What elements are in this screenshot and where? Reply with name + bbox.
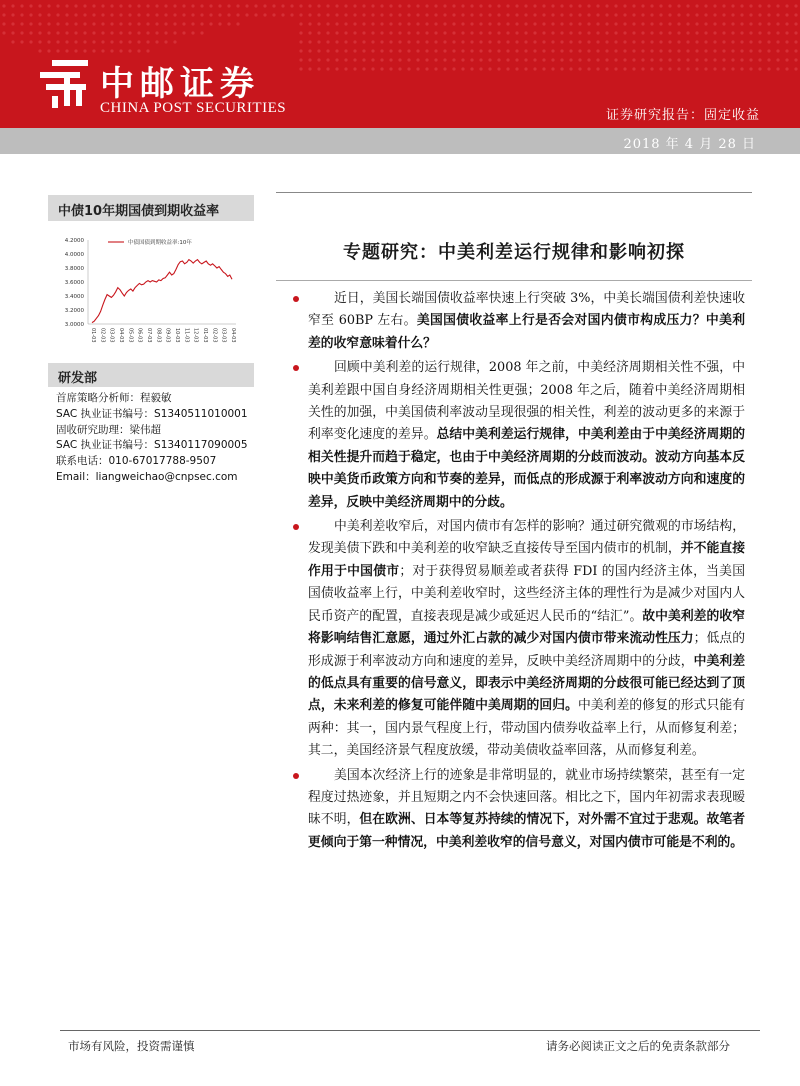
x-tick-label: 10-03: [174, 328, 180, 343]
footer-divider: [60, 1030, 760, 1031]
x-tick-label: 12-03: [192, 328, 199, 343]
divider: [276, 192, 752, 193]
report-type: 证券研究报告：固定收益: [605, 108, 760, 123]
contact-line: 固收研究助理：梁伟超: [56, 423, 161, 436]
paragraph-1: 近日，美国长端国债收益率快速上行突破 3%，中美长端国债利差快速收窄至 60BP 左右。美国国债收益率上行是否会对国内债市构成压力？中美利差的收窄意味着什么？: [308, 288, 745, 355]
bullet-icon: [293, 524, 299, 530]
paragraph-4: 美国本次经济上行的迹象是非常明显的，就业市场持续繁荣，甚至有一定程度过热迹象，并且短期之内不会快速回落。相比之下，国内年初需求表现暧昧不明，但在欧洲、日本等复苏持续的情况下，对外需不宜过于悲观。故笔者更倾向于第一种情况，中美利差收窄的信号意义，对国内债市可能是不利的。: [308, 765, 745, 855]
x-tick-label: 05-03: [127, 328, 134, 343]
yield-chart: [48, 228, 254, 354]
x-tick-label: 04-03: [230, 328, 236, 343]
y-tick-label: 3.0000: [64, 322, 84, 328]
contact-email[interactable]: Email：liangweichao@cnpsec.com: [56, 470, 238, 483]
analyst-contacts: [56, 391, 256, 486]
bullet-icon: [293, 365, 299, 371]
x-tick-label: 04-03: [118, 328, 124, 343]
report-title: 专题研究：中美利差运行规律和影响初探: [343, 242, 685, 263]
report-body: [308, 288, 745, 856]
y-tick-label: 3.4000: [64, 294, 84, 300]
paragraph-2: 回顾中美利差的运行规律，2008 年之前，中美经济周期相关性不强，中美利差跟中国自身经济周期相关性更强；2008 年之后，随着中美经济周期相关性的加强，中美国债利率波动呈现很强的相关性，利差的波动更多的来源于利率变化速度的差异。总结中美利差运行规律，中美利差由于中美经济周期的相关性提升而趋于稳定，也由于中美经济周期的分歧而波动。波动方向基本反映中美货币政策方向和节奏的差异，而低点的形成源于利率波动方向和速度的差异，反映中美经济周期中的分歧。: [308, 357, 745, 514]
risk-disclaimer: 市场有风险，投资需谨慎: [68, 1039, 195, 1053]
y-tick-label: 4.0000: [64, 252, 84, 258]
x-tick-label: 09-03: [164, 328, 171, 343]
paragraph-3: 中美利差收窄后，对国内债市有怎样的影响？通过研究微观的市场结构，发现美债下跌和中美利差的收窄缺乏直接传导至国内债市的机制，并不能直接作用于中国债市；对于获得贸易顺差或者获得 FDI 的国内经济主体，当美国国债收益率上行，中美利差收窄时，这些经济主体的理性行为是减少对国内人民币资产的配置，直接表现是减少或延迟人民币的“结汇”。故中美利差的收窄将影响结售汇意愿，通过外汇占款的减少对国内债市带来流动性压力；低点的形成源于利率波动方向和速度的差异，反映中美经济周期中的分歧，中美利差的低点具有重要的信号意义，即表示中美经济周期的分歧很可能已经达到了顶点，未来利差的修复可能伴随中美周期的回归。中美利差的修复的形式只能有两种：其一，国内景气程度上行，带动国内债券收益率上行，从而修复利差；其二，美国经济景气程度放缓，带动美债收益率回落，从而修复利差。: [308, 516, 745, 762]
divider: [276, 280, 752, 281]
x-tick-label: 08-03: [155, 328, 162, 343]
disclaimer-notice: 请务必阅读正文之后的免责条款部分: [546, 1039, 730, 1053]
chart-title: 中债10年期国债到期收益率: [48, 195, 254, 221]
x-tick-label: 06-03: [136, 328, 143, 343]
bullet-icon: [293, 296, 299, 302]
logo-english-name: CHINA POST SECURITIES: [100, 100, 287, 116]
bullet-icon: [293, 773, 299, 779]
x-tick-label: 07-03: [146, 328, 152, 343]
x-tick-label: 02-03: [211, 328, 218, 343]
y-tick-label: 3.2000: [64, 308, 84, 314]
report-date: 2018 年 4 月 28 日: [623, 137, 756, 152]
x-tick-label: 02-03: [99, 328, 106, 343]
report-header: [0, 0, 800, 128]
x-tick-label: 01-03: [202, 328, 208, 343]
contact-line: 联系电话：010-67017788-9507: [56, 455, 217, 468]
legend-label: 中债国债到期收益率:10年: [128, 240, 192, 246]
contact-line: SAC 执业证书编号：S1340511010001: [56, 407, 248, 420]
contact-line: 首席策略分析师：程毅敏: [56, 392, 172, 404]
date-bar: [0, 128, 800, 154]
contact-line: SAC 执业证书编号：S1340117090005: [56, 439, 248, 452]
y-tick-label: 3.6000: [64, 280, 84, 286]
y-tick-label: 3.8000: [64, 266, 84, 272]
y-tick-label: 4.2000: [64, 238, 84, 244]
department-label: 研发部: [48, 363, 254, 387]
x-tick-label: 11-03: [183, 328, 190, 343]
x-tick-label: 03-03: [220, 328, 227, 343]
x-tick-label: 01-03: [90, 328, 96, 343]
logo-chinese-name: 中邮证券: [100, 64, 260, 104]
china-post-logo-icon: [38, 58, 90, 110]
series-line: [92, 260, 232, 323]
x-tick-label: 03-03: [108, 328, 115, 343]
